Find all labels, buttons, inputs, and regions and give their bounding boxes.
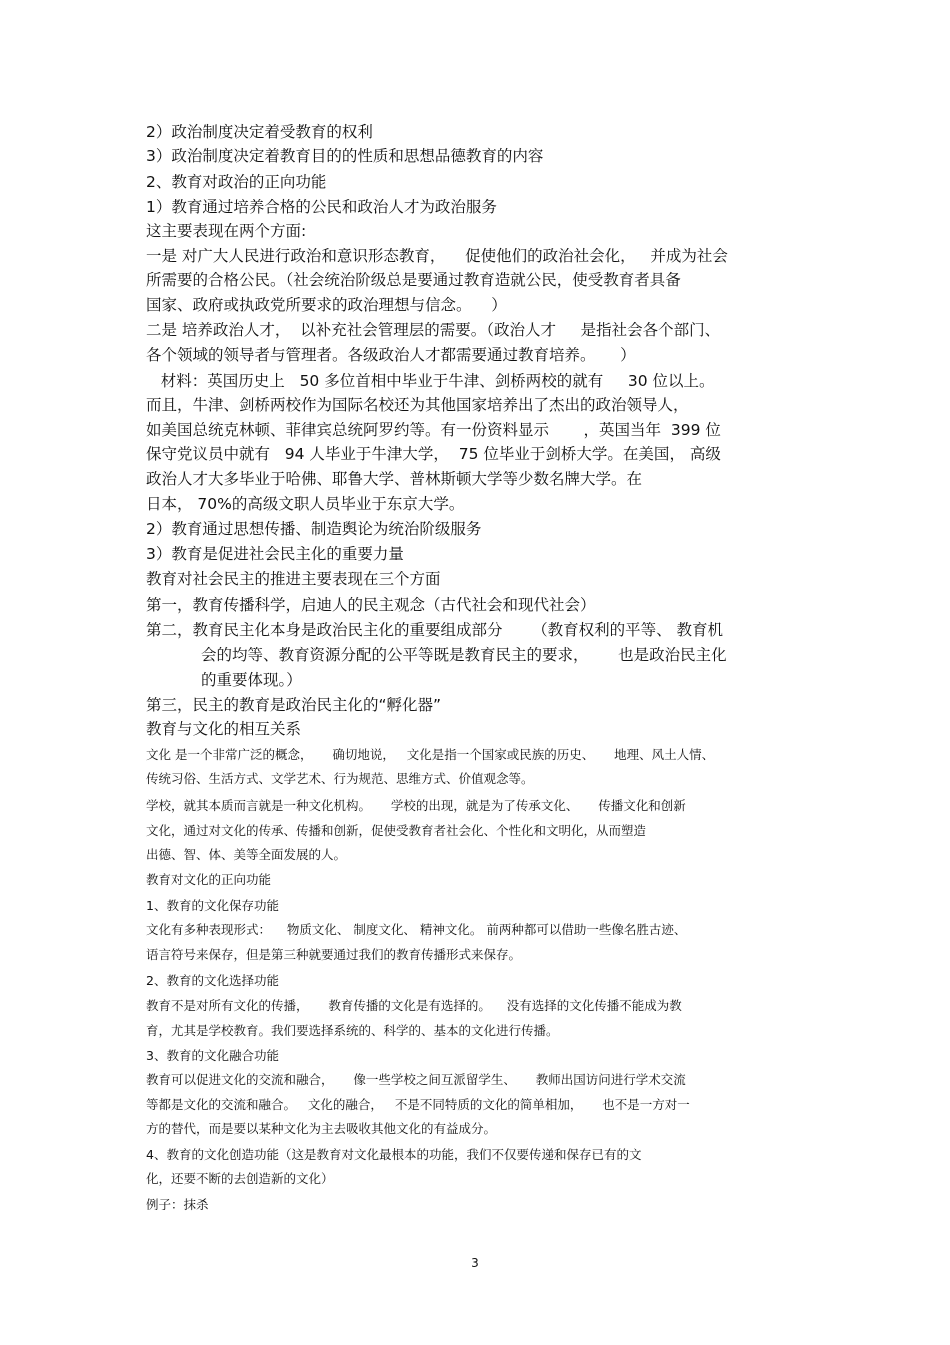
text-line: 1）教育通过培养合格的公民和政治人才为政治服务: [146, 198, 497, 216]
text-line: 第三，民主的教育是政治民主化的“孵化器”: [146, 696, 442, 714]
text-line: 出德、智、体、美等全面发展的人。: [146, 847, 347, 862]
text-line: 2）教育通过思想传播、制造舆论为统治阶级服务: [146, 520, 482, 538]
text-line: 一是 对广大人民进行政治和意识形态教育， 促使他们的政治社会化， 并成为社会: [146, 247, 728, 265]
section-heading: 3、教育的文化融合功能: [146, 1048, 279, 1063]
text-line: 国家、政府或执政党所要求的政治理想与信念。 ）: [146, 296, 507, 314]
text-line: 等都是文化的交流和融合。 文化的融合， 不是不同特质的文化的简单相加， 也不是一方对一: [146, 1097, 690, 1112]
page-number: 3: [471, 1256, 479, 1270]
text-line: 这主要表现在两个方面:: [146, 222, 307, 240]
section-heading: 2、教育的文化选择功能: [146, 973, 279, 988]
text-line: 文化，通过对文化的传承、传播和创新，促使受教育者社会化、个性化和文明化，从而塑造: [146, 823, 647, 838]
text-line: 2）政治制度决定着受教育的权利: [146, 123, 373, 141]
text-line: 文化 是一个非常广泛的概念， 确切地说， 文化是指一个国家或民族的历史、 地理、风土人情、: [146, 747, 715, 762]
text-line: 语言符号来保存，但是第三种就要通过我们的教育传播形式来保存。: [146, 947, 522, 962]
text-line: 所需要的合格公民。（社会统治阶级总是要通过教育造就公民，使受教育者具备: [146, 271, 681, 289]
text-line: 日本， 70%的高级文职人员毕业于东京大学。: [146, 495, 465, 513]
section-heading: 2、教育对政治的正向功能: [146, 173, 327, 191]
text-line: 二是 培养政治人才， 以补充社会管理层的需要。（政治人才 是指社会各个部门、: [146, 321, 721, 339]
text-line: 传统习俗、生活方式、文学艺术、行为规范、思维方式、价值观念等。: [146, 771, 534, 786]
section-heading: 4、教育的文化创造功能（这是教育对文化最根本的功能，我们不仅要传递和保存已有的文: [146, 1147, 642, 1162]
text-line: 学校，就其本质而言就是一种文化机构。 学校的出现，就是为了传承文化、 传播文化和创新: [146, 798, 686, 813]
text-line: 第一，教育传播科学，启迪人的民主观念（古代社会和现代社会）: [146, 596, 596, 614]
text-line: 政治人才大多毕业于哈佛、耶鲁大学、普林斯顿大学等少数名牌大学。在: [146, 470, 643, 488]
text-line: 各个领域的领导者与管理者。各级政治人才都需要通过教育培养。 ）: [146, 346, 636, 364]
text-line: 例子：抹杀: [146, 1197, 209, 1212]
section-heading: 教育对文化的正向功能: [146, 872, 272, 887]
text-line: 会的均等、教育资源分配的公平等既是教育民主的要求， 也是政治民主化: [201, 646, 727, 664]
section-heading: 1、教育的文化保存功能: [146, 898, 279, 913]
text-line: 育，尤其是学校教育。我们要选择系统的、科学的、基本的文化进行传播。: [146, 1023, 559, 1038]
text-line: 如美国总统克林顿、菲律宾总统阿罗约等。有一份资料显示 ，英国当年 399 位: [146, 421, 721, 439]
text-line: 文化有多种表现形式： 物质文化、 制度文化、 精神文化。 前两种都可以借助一些像名胜古迹、: [146, 922, 687, 937]
text-line: 第二，教育民主化本身是政治民主化的重要组成部分 （教育权利的平等、 教育机: [146, 621, 723, 639]
text-line: 教育可以促进文化的交流和融合， 像一些学校之间互派留学生、 教师出国访问进行学术交流: [146, 1072, 686, 1087]
text-line: 方的替代，而是要以某种文化为主去吸收其他文化的有益成分。: [146, 1121, 497, 1136]
text-line: 而且，牛津、剑桥两校作为国际名校还为其他国家培养出了杰出的政治领导人，: [146, 396, 689, 414]
text-line: 教育不是对所有文化的传播， 教育传播的文化是有选择的。 没有选择的文化传播不能成为教: [146, 998, 682, 1013]
section-heading: 教育与文化的相互关系: [146, 720, 302, 738]
text-line: 材料：英国历史上 50 多位首相中毕业于牛津、剑桥两校的就有 30 位以上。: [146, 372, 715, 390]
text-line: 保守党议员中就有 94 人毕业于牛津大学， 75 位毕业于剑桥大学。在美国， 高级: [146, 445, 721, 463]
text-line: 3）政治制度决定着教育目的的性质和思想品德教育的内容: [146, 147, 544, 165]
text-line: 的重要体现。）: [201, 671, 302, 689]
text-line: 化，还要不断的去创造新的文化）: [146, 1171, 334, 1186]
text-line: 3）教育是促进社会民主化的重要力量: [146, 545, 404, 563]
text-line: 教育对社会民主的推进主要表现在三个方面: [146, 570, 441, 588]
